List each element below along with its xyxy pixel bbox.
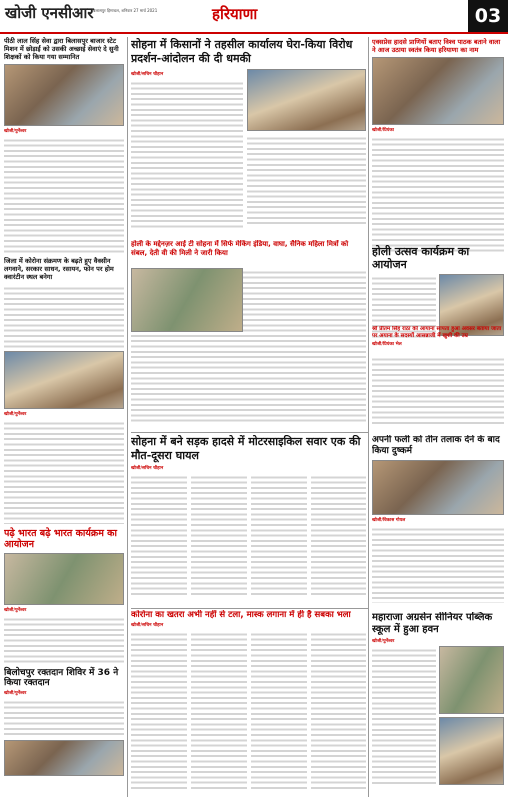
right-top-byline: खोजी/प्रियंका [372,128,394,133]
main-headline: सोहना में किसानों ने तहसील कार्यालय घेरा-किया विरोध प्रदर्शन-आंदोलन की दी धमकी [131,38,353,65]
school-byline: खोजी/पुर्नेश्वर [372,639,395,644]
school-photo-1 [439,646,504,714]
corona-byline: खोजी/सचिन चौहान [131,623,164,628]
women-headline: अपनी फली को तीन तलाक देने के बाद किया दुष्कर्म [372,435,500,456]
accident-headline: सोहना में बने सड़क हादसे में मोटरसाइकिल सवार एक की मौत-दूसरा घायल [131,435,361,462]
main-subheadline-box [131,240,366,270]
newspaper-logo: खोजी एनसीआर [5,4,94,22]
corona-body-1 [131,630,187,790]
left-column [4,37,124,800]
india-byline: खोजी/पुर्नेश्वर [4,608,27,613]
left-byline-2: खोजी/पुर्नेश्वर [4,412,27,417]
holi-byline: खोजी/प्रियंका भेल [372,342,402,347]
left-body-3 [4,419,124,524]
main-body-1 [131,79,243,229]
women-byline: खोजी/विकास गोयल [372,518,406,523]
bilaspur-body [4,698,124,738]
bilaspur-headline: बिलोचपुर रक्तदान शिविर में 36 ने किया रक्तदान [4,668,119,688]
main-body-2 [247,134,366,224]
top-left-byline: खोजी/पुर्नेश्वर [4,129,27,134]
corona-headline: कोरोना का खतरा अभी नहीं से टला, मास्क लगाना में ही है सबका भला [131,610,351,620]
top-left-body-2 [4,284,124,348]
accident-body-4 [311,473,366,598]
page-number: 03 [468,0,508,32]
top-left-headline: पीठी लाल सिंह सेवा द्वारा बिलासपुर बाजार स्टेट मिशन में छोड़ाईं को उसकी अच्छाई सेवाएं दे सुनी शिक्षकों को किया गया सम्मानित [4,37,119,61]
school-photo-2 [439,717,504,785]
women-photo [372,460,504,515]
accident-body-2 [191,473,247,598]
main-photo-1 [247,69,366,131]
school-body [372,646,436,786]
women-body [372,525,504,603]
corona-body-3 [251,630,307,790]
main-story [131,38,366,258]
holi-headline: होली उत्सव कार्यक्रम का आयोजन [372,245,470,271]
holi-subheadline: श्री प्रीतम सिंह राठा को आयाना सांपता हुआ अवसर बताया जाता पर अयाना के सदस्यों आसन्नाजी में खुशी की उम्र [372,326,502,339]
school-headline: महाराजा अग्रसेन सीनियर पब्लिक स्कूल में हुआ हवन [372,612,493,635]
main-lower [131,268,366,428]
main-byline: खोजी/सचिन चौहान [131,72,164,77]
right-top-body [372,135,504,253]
corona-story [131,610,366,798]
accident-story [131,435,366,607]
women-story [372,435,504,610]
holi-body-2 [372,355,504,425]
corona-body-2 [191,630,247,790]
main-subheadline: होली के मद्देनज़र आई टी सोहना में सिर्फ मेकिंग इंडिया, वाघा, सैनिक महिला मित्रों को संबल, देती वी की मिली ने जारी किया [131,240,349,257]
bilaspur-byline: खोजी/पुर्नेश्वर [4,691,27,696]
right-top-photo [372,57,504,125]
top-left-subheadline: जिला में कोरोना संक्रमण के बढ़ते हुए वैक्सीन लगवाने, सरकार साधन, रसायन, फोन पर होम क्वारंटीन स्थल बनेगा [4,257,114,281]
corona-body-4 [311,630,366,790]
india-headline: पढ़े भारत बढ़े भारत कार्यक्रम का आयोजन [4,528,117,550]
accident-byline: खोजी/सचिन चौहान [131,466,164,471]
edition-meta: बिलासपुर हिमाचल, शनिवार 27 मार्च 2021 [92,8,158,13]
accident-body-1 [131,473,187,598]
left-photo-2 [4,351,124,409]
holi-lower [372,355,504,430]
holi-sub [372,326,504,354]
school-story [372,612,504,798]
top-left-photo [4,64,124,126]
masthead [0,0,508,34]
right-top-headline: एक्सप्रेस हादसे प्राणियों बताए विश्व पाठक बताने वाला ने आज उठाया स्वतंत्र किया हरियाणा का नाम [372,38,501,54]
main-photo-2 [131,268,243,332]
section-title: हरियाणा [212,5,258,23]
top-left-body [4,136,124,254]
accident-body-3 [251,473,307,598]
india-photo [4,553,124,605]
bilaspur-photo [4,740,124,776]
india-body [4,615,124,665]
